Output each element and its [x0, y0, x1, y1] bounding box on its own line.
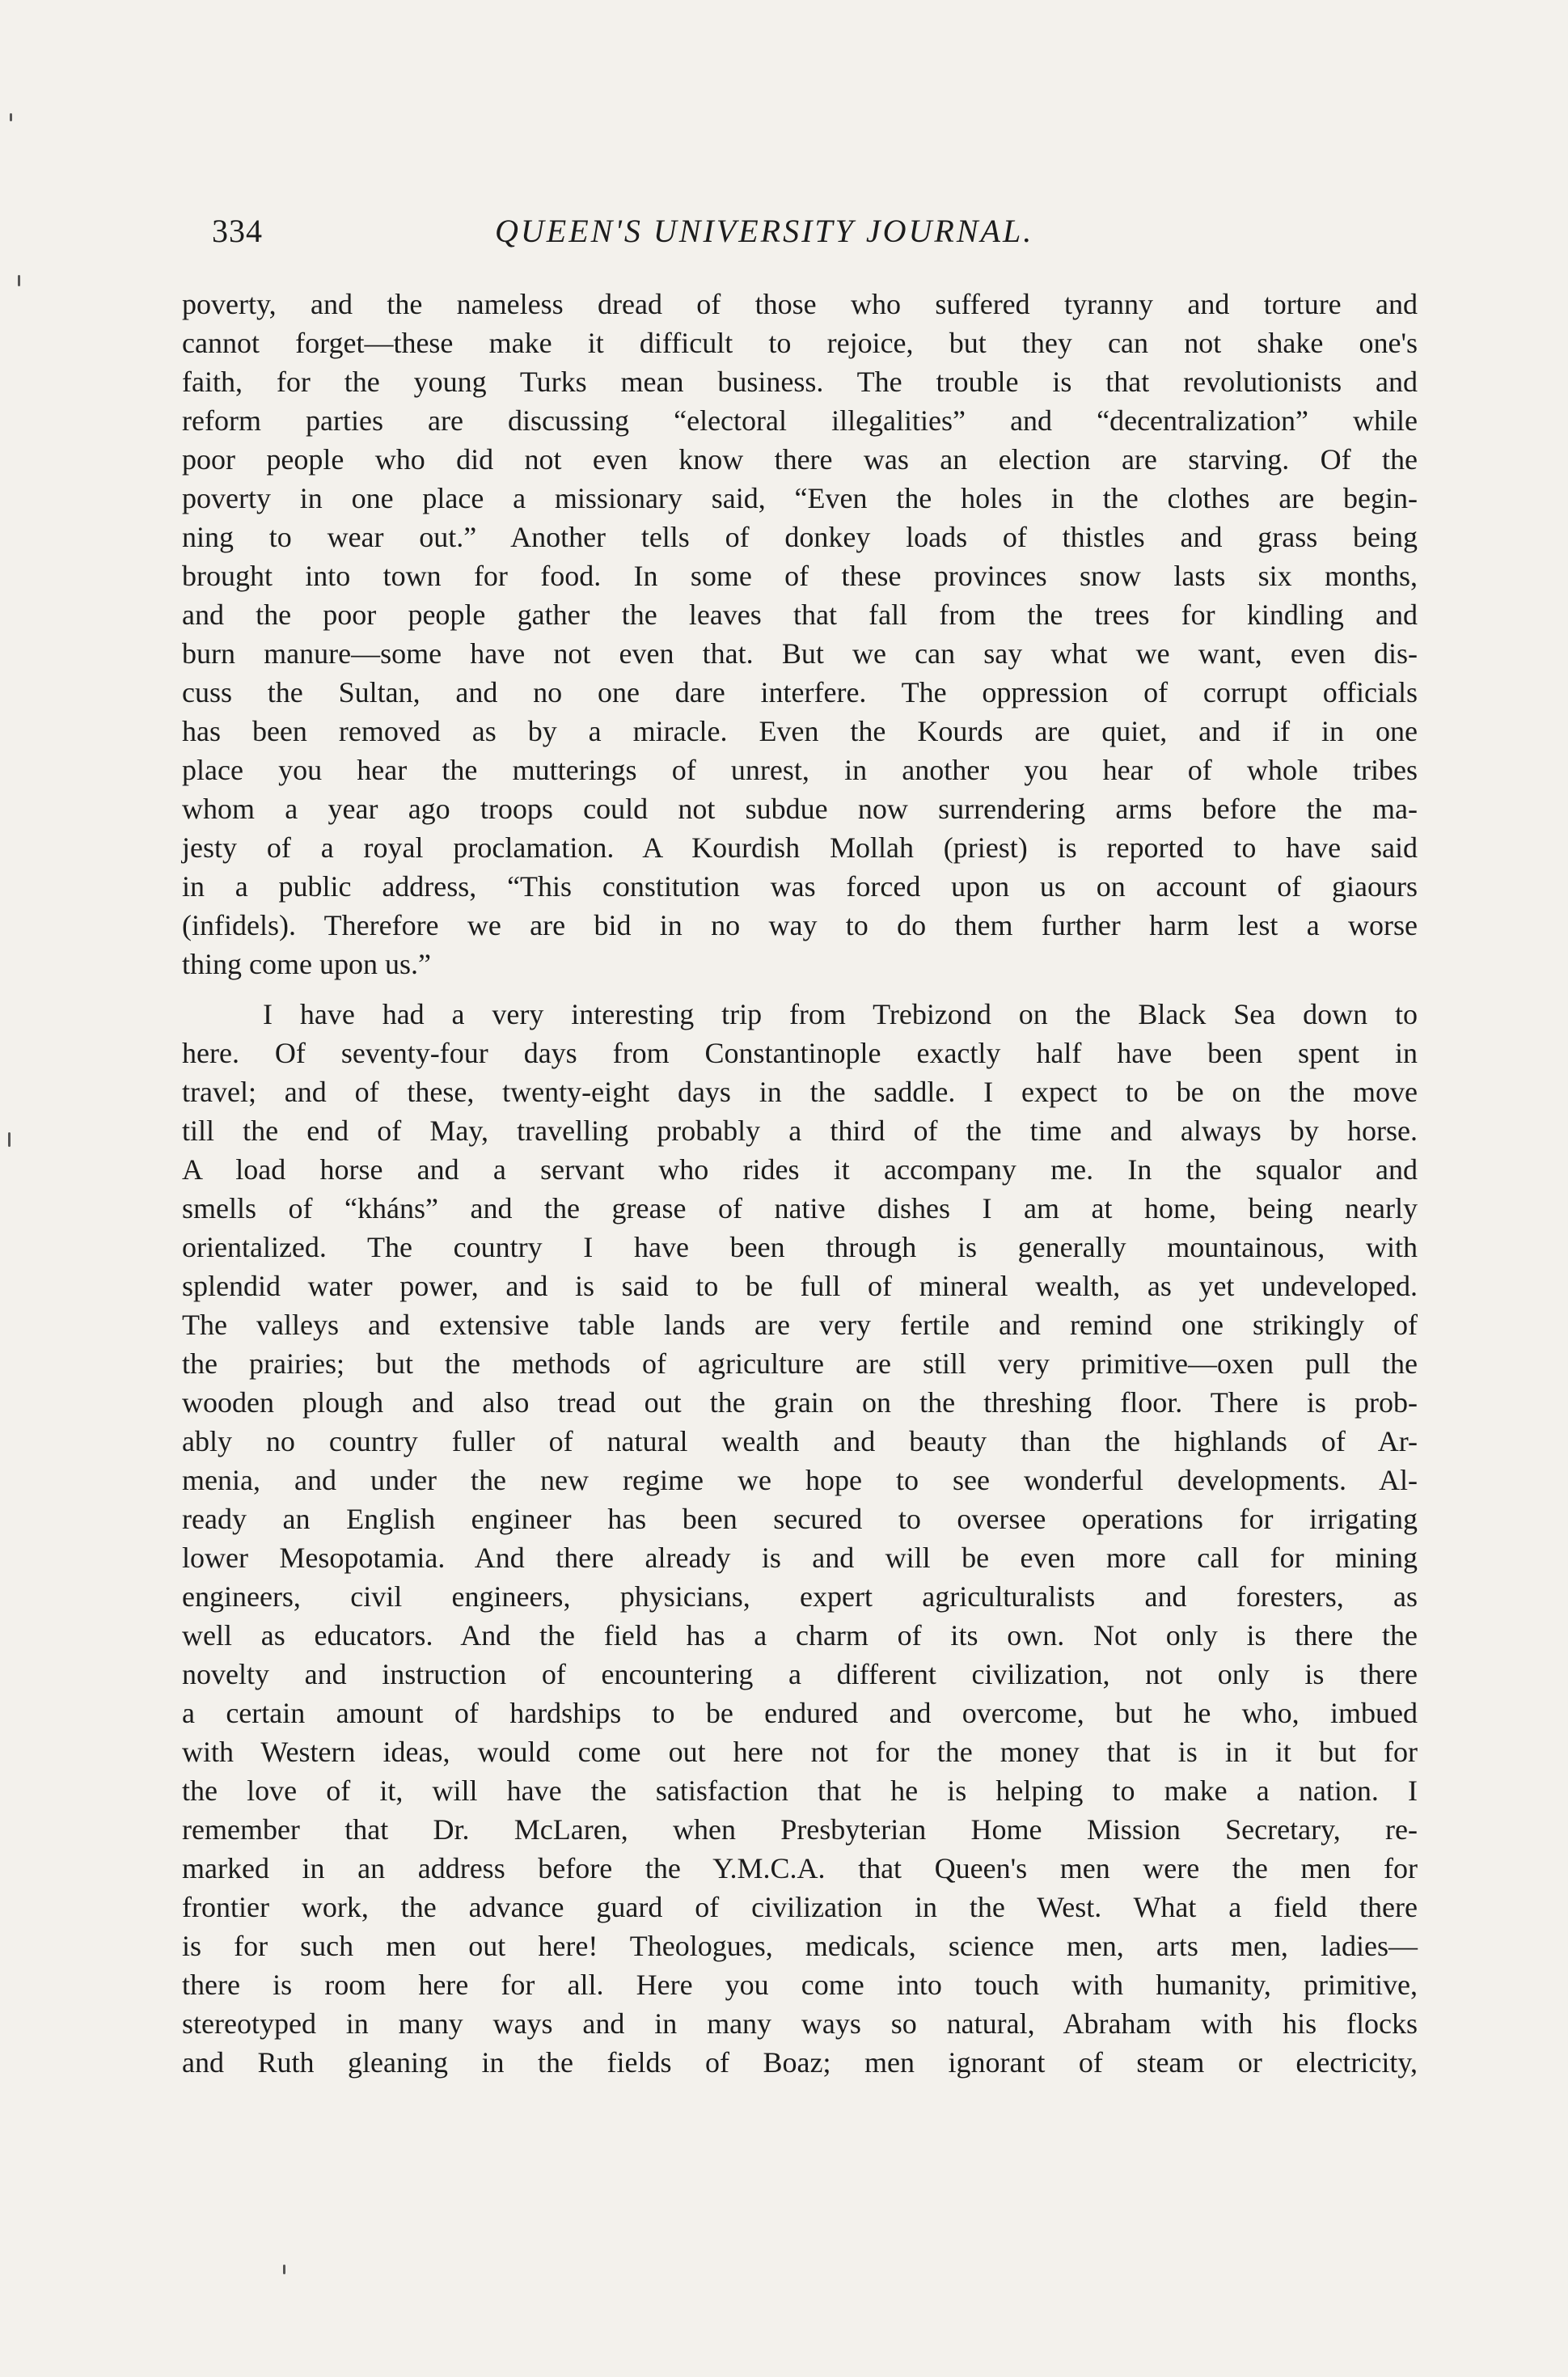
page-header — [212, 212, 1425, 260]
text-line: ready an English engineer has been secured to oversee operations for irrigating — [182, 1503, 1418, 1535]
scan-mark — [18, 275, 20, 286]
text-line: and Ruth gleaning in the fields of Boaz; men ignorant of steam or electricity, — [182, 2046, 1418, 2079]
text-line: faith, for the young Turks mean business. The trouble is that revolutionists and — [182, 366, 1418, 398]
text-line: with Western ideas, would come out here not for the money that is in it but for — [182, 1736, 1418, 1768]
paragraph-1 — [182, 285, 1418, 983]
text-line: travel; and of these, twenty-eight days in the saddle. I expect to be on the move — [182, 1076, 1418, 1108]
text-line: the love of it, will have the satisfaction that he is helping to make a nation. I — [182, 1774, 1418, 1807]
text-line: burn manure—some have not even that. But we can say what we want, even dis- — [182, 637, 1418, 670]
text-line: and the poor people gather the leaves that fall from the trees for kindling and — [182, 598, 1418, 631]
text-line: A load horse and a servant who rides it accompany me. In the squalor and — [182, 1153, 1418, 1186]
text-line: thing come upon us.” — [182, 948, 431, 980]
text-line: cuss the Sultan, and no one dare interfere. The oppression of corrupt officials — [182, 676, 1418, 708]
text-line: remember that Dr. McLaren, when Presbyterian Home Mission Secretary, re- — [182, 1813, 1418, 1846]
text-line: frontier work, the advance guard of civilization in the West. What a field there — [182, 1891, 1418, 1923]
paragraph-2 — [182, 995, 1418, 2082]
text-line: the prairies; but the methods of agriculture are still very primitive—oxen pull the — [182, 1347, 1418, 1380]
text-line: brought into town for food. In some of these provinces snow lasts six months, — [182, 560, 1418, 592]
text-line: (infidels). Therefore we are bid in no way to do them further harm lest a worse — [182, 909, 1418, 941]
running-title: QUEEN'S UNIVERSITY JOURNAL. — [495, 213, 1034, 249]
text-line: whom a year ago troops could not subdue now surrendering arms before the ma- — [182, 793, 1418, 825]
scan-mark — [8, 1132, 11, 1147]
text-line: has been removed as by a miracle. Even the Kourds are quiet, and if in one — [182, 715, 1418, 747]
text-line: marked in an address before the Y.M.C.A. that Queen's men were the men for — [182, 1852, 1418, 1884]
text-line: poor people who did not even know there was an election are starving. Of the — [182, 443, 1418, 476]
text-line: orientalized. The country I have been through is generally mountainous, with — [182, 1231, 1418, 1263]
text-line: cannot forget—these make it difficult to rejoice, but they can not shake one's — [182, 327, 1418, 359]
text-line: here. Of seventy-four days from Constantinople exactly half have been spent in — [182, 1037, 1418, 1069]
text-line: lower Mesopotamia. And there already is and will be even more call for mining — [182, 1542, 1418, 1574]
text-line: menia, and under the new regime we hope to see wonderful developments. Al- — [182, 1464, 1418, 1496]
text-line: The valleys and extensive table lands are very fertile and remind one strikingly of — [182, 1309, 1418, 1341]
text-line: a certain amount of hardships to be endured and overcome, but he who, imbued — [182, 1697, 1418, 1729]
scan-mark — [283, 2265, 285, 2274]
text-line: smells of “kháns” and the grease of native dishes I am at home, being nearly — [182, 1192, 1418, 1224]
text-line: poverty in one place a missionary said, “Even the holes in the clothes are begin- — [182, 482, 1418, 514]
text-line: ning to wear out.” Another tells of donkey loads of thistles and grass being — [182, 521, 1418, 553]
text-line: stereotyped in many ways and in many ways so natural, Abraham with his flocks — [182, 2007, 1418, 2040]
text-line: in a public address, “This constitution was forced upon us on account of giaours — [182, 870, 1418, 903]
text-line: wooden plough and also tread out the grain on the threshing floor. There is prob- — [182, 1386, 1418, 1419]
text-line: engineers, civil engineers, physicians, expert agriculturalists and foresters, as — [182, 1580, 1418, 1613]
scan-mark — [10, 113, 12, 121]
text-line: poverty, and the nameless dread of those who suffered tyranny and torture and — [182, 288, 1418, 320]
text-line: novelty and instruction of encountering a different civilization, not only is there — [182, 1658, 1418, 1690]
text-line: is for such men out here! Theologues, medicals, science men, arts men, ladies— — [182, 1930, 1418, 1962]
text-line: I have had a very interesting trip from Trebizond on the Black Sea down to — [263, 998, 1418, 1030]
text-line: place you hear the mutterings of unrest, in another you hear of whole tribes — [182, 754, 1418, 786]
text-line: ably no country fuller of natural wealth and beauty than the highlands of Ar- — [182, 1425, 1418, 1457]
text-line: till the end of May, travelling probably a third of the time and always by horse. — [182, 1114, 1418, 1147]
body-text — [182, 285, 1418, 2082]
page-number: 334 — [212, 213, 263, 249]
text-line: splendid water power, and is said to be full of mineral wealth, as yet undeveloped. — [182, 1270, 1418, 1302]
text-line: jesty of a royal proclamation. A Kourdish Mollah (priest) is reported to have said — [182, 831, 1418, 864]
text-line: well as educators. And the field has a charm of its own. Not only is there the — [182, 1619, 1418, 1652]
text-line: there is room here for all. Here you come into touch with humanity, primitive, — [182, 1969, 1418, 2001]
text-line: reform parties are discussing “electoral illegalities” and “decentralization” while — [182, 404, 1418, 437]
paragraph-gap — [182, 983, 1418, 995]
